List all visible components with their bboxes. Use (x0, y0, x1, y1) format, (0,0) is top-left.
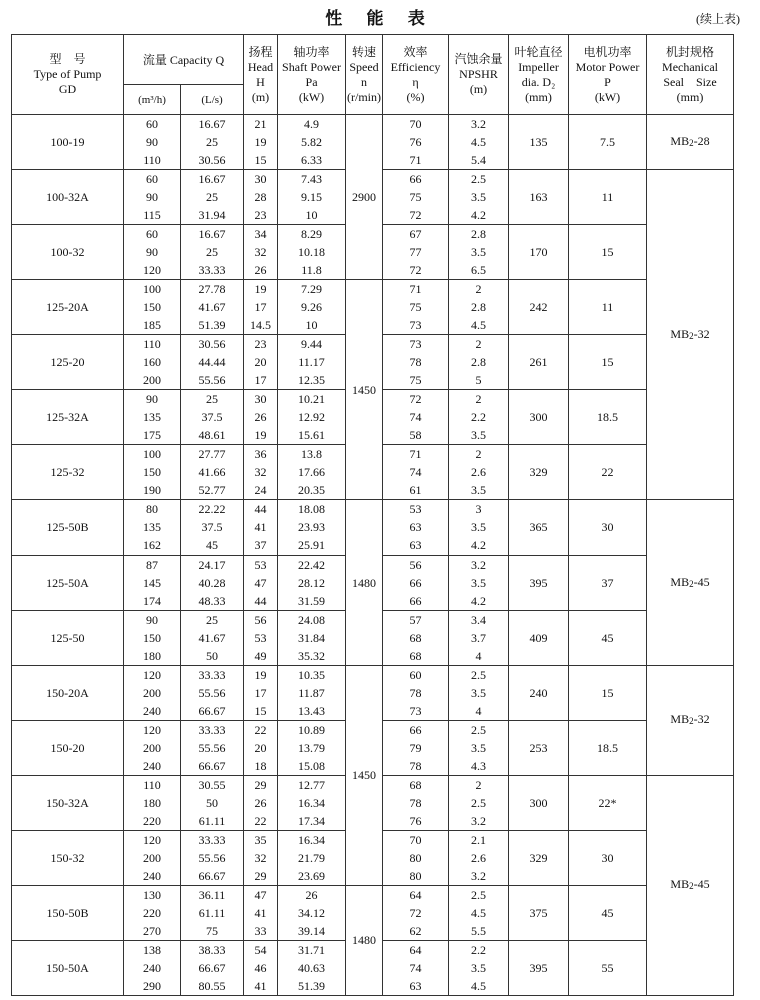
efficiency-cell: 60 78 73 (383, 665, 449, 720)
head-cell: 23 20 17 (244, 335, 278, 390)
shaft-power-cell: 12.77 16.34 17.34 (278, 775, 346, 830)
shaft-power-cell: 10.21 12.92 15.61 (278, 390, 346, 445)
efficiency-cell: 67 77 72 (383, 225, 449, 280)
motor-power-cell: 37 (569, 555, 647, 610)
continued-note: (续上表) (696, 12, 740, 26)
model-cell: 150-50A (12, 940, 124, 995)
header-speed: 转速 Speed n (r/min) (346, 35, 383, 115)
impeller-cell: 409 (509, 610, 569, 665)
table-row (12, 280, 734, 335)
head-cell: 34 32 26 (244, 225, 278, 280)
impeller-cell: 395 (509, 940, 569, 995)
table-row (12, 115, 734, 170)
motor-power-cell: 30 (569, 830, 647, 885)
npshr-cell: 3.4 3.7 4 (449, 610, 509, 665)
impeller-cell: 300 (509, 775, 569, 830)
header-efficiency: 效率 Efficiency η (%) (383, 35, 449, 115)
efficiency-cell: 71 74 61 (383, 445, 449, 500)
npshr-cell: 2.5 3.5 4.2 (449, 170, 509, 225)
capacity-m3h-cell: 90 150 180 (124, 610, 181, 665)
motor-power-cell: 11 (569, 170, 647, 225)
capacity-ls-cell: 27.78 41.67 51.39 (181, 280, 244, 335)
model-cell: 100-32A (12, 170, 124, 225)
model-cell: 125-50 (12, 610, 124, 665)
impeller-cell: 163 (509, 170, 569, 225)
efficiency-cell: 68 78 76 (383, 775, 449, 830)
efficiency-cell: 66 75 72 (383, 170, 449, 225)
head-cell: 22 20 18 (244, 720, 278, 775)
header-row (12, 35, 734, 85)
seal-size-cell: $MB_2-28$ (647, 115, 734, 170)
capacity-m3h-cell: 87 145 174 (124, 555, 181, 610)
speed-cell: 1450 (346, 280, 383, 500)
table-row (12, 500, 734, 555)
model-cell: 150-20A (12, 665, 124, 720)
table-row (12, 885, 734, 940)
npshr-cell: 2 2.8 5 (449, 335, 509, 390)
header-npshr: 汽蚀余量 NPSHR (m) (449, 35, 509, 115)
capacity-m3h-cell: 120 200 240 (124, 830, 181, 885)
npshr-cell: 2.1 2.6 3.2 (449, 830, 509, 885)
motor-power-cell: 18.5 (569, 390, 647, 445)
speed-cell: 1450 (346, 665, 383, 885)
capacity-m3h-cell: 60 90 115 (124, 170, 181, 225)
npshr-cell: 3 3.5 4.2 (449, 500, 509, 555)
efficiency-cell: 66 79 78 (383, 720, 449, 775)
head-cell: 35 32 29 (244, 830, 278, 885)
shaft-power-cell: 13.8 17.66 20.35 (278, 445, 346, 500)
motor-power-cell: 55 (569, 940, 647, 995)
capacity-m3h-cell: 138 240 290 (124, 940, 181, 995)
impeller-cell: 242 (509, 280, 569, 335)
motor-power-cell: 15 (569, 665, 647, 720)
impeller-cell: 329 (509, 445, 569, 500)
model-cell: 125-50B (12, 500, 124, 555)
speed-cell: 1480 (346, 500, 383, 665)
npshr-cell: 2.5 3.5 4.3 (449, 720, 509, 775)
motor-power-cell: 45 (569, 885, 647, 940)
impeller-cell: 300 (509, 390, 569, 445)
capacity-ls-cell: 22.22 37.5 45 (181, 500, 244, 555)
header-type: 型 号 Type of Pump GD (12, 35, 124, 115)
page-title: 性 能 表 (325, 9, 435, 28)
model-cell: 150-50B (12, 885, 124, 940)
header-impeller: 叶轮直径 Impeller dia. D₂ (mm) (509, 35, 569, 115)
impeller-cell: 329 (509, 830, 569, 885)
seal-size-cell: $MB_2-45$ (647, 500, 734, 665)
speed-cell: 1480 (346, 885, 383, 995)
head-cell: 21 19 15 (244, 115, 278, 170)
model-cell: 125-50A (12, 555, 124, 610)
motor-power-cell: 45 (569, 610, 647, 665)
head-cell: 30 26 19 (244, 390, 278, 445)
model-cell: 150-20 (12, 720, 124, 775)
model-cell: 125-32A (12, 390, 124, 445)
model-cell: 150-32A (12, 775, 124, 830)
shaft-power-cell: 31.71 40.63 51.39 (278, 940, 346, 995)
impeller-cell: 375 (509, 885, 569, 940)
head-cell: 30 28 23 (244, 170, 278, 225)
capacity-ls-cell: 30.55 50 61.11 (181, 775, 244, 830)
capacity-m3h-cell: 110 180 220 (124, 775, 181, 830)
capacity-m3h-cell: 120 200 240 (124, 720, 181, 775)
npshr-cell: 2 2.2 3.5 (449, 390, 509, 445)
npshr-cell: 2.2 3.5 4.5 (449, 940, 509, 995)
header-motor: 电机功率 Motor Power P (kW) (569, 35, 647, 115)
impeller-cell: 253 (509, 720, 569, 775)
table-body (12, 115, 734, 996)
header-head: 扬程 Head H (m) (244, 35, 278, 115)
capacity-ls-cell: 16.67 25 30.56 (181, 115, 244, 170)
capacity-ls-cell: 38.33 66.67 80.55 (181, 940, 244, 995)
model-cell: 150-32 (12, 830, 124, 885)
impeller-cell: 395 (509, 555, 569, 610)
capacity-m3h-cell: 60 90 120 (124, 225, 181, 280)
capacity-ls-cell: 16.67 25 31.94 (181, 170, 244, 225)
capacity-ls-cell: 33.33 55.56 66.67 (181, 830, 244, 885)
header-unit-m3h: (m³/h) (124, 85, 181, 115)
head-cell: 47 41 33 (244, 885, 278, 940)
shaft-power-cell: 7.43 9.15 10 (278, 170, 346, 225)
capacity-m3h-cell: 100 150 185 (124, 280, 181, 335)
capacity-m3h-cell: 110 160 200 (124, 335, 181, 390)
model-cell: 100-19 (12, 115, 124, 170)
shaft-power-cell: 10.89 13.79 15.08 (278, 720, 346, 775)
performance-table (11, 34, 734, 996)
motor-power-cell: 7.5 (569, 115, 647, 170)
efficiency-cell: 73 78 75 (383, 335, 449, 390)
capacity-ls-cell: 25 37.5 48.61 (181, 390, 244, 445)
head-cell: 54 46 41 (244, 940, 278, 995)
capacity-ls-cell: 27.77 41.66 52.77 (181, 445, 244, 500)
capacity-ls-cell: 25 41.67 50 (181, 610, 244, 665)
head-cell: 44 41 37 (244, 500, 278, 555)
motor-power-cell: 22 (569, 445, 647, 500)
npshr-cell: 2 2.8 4.5 (449, 280, 509, 335)
motor-power-cell: 15 (569, 225, 647, 280)
seal-size-cell: $MB_2-32$ (647, 665, 734, 775)
shaft-power-cell: 22.42 28.12 31.59 (278, 555, 346, 610)
shaft-power-cell: 18.08 23.93 25.91 (278, 500, 346, 555)
npshr-cell: 2.5 3.5 4 (449, 665, 509, 720)
speed-cell: 2900 (346, 115, 383, 280)
shaft-power-cell: 7.29 9.26 10 (278, 280, 346, 335)
efficiency-cell: 70 80 80 (383, 830, 449, 885)
efficiency-cell: 53 63 63 (383, 500, 449, 555)
impeller-cell: 261 (509, 335, 569, 390)
npshr-cell: 3.2 4.5 5.4 (449, 115, 509, 170)
head-cell: 36 32 24 (244, 445, 278, 500)
capacity-ls-cell: 30.56 44.44 55.56 (181, 335, 244, 390)
capacity-m3h-cell: 90 135 175 (124, 390, 181, 445)
efficiency-cell: 56 66 66 (383, 555, 449, 610)
npshr-cell: 2 2.5 3.2 (449, 775, 509, 830)
efficiency-cell: 64 74 63 (383, 940, 449, 995)
impeller-cell: 365 (509, 500, 569, 555)
capacity-ls-cell: 33.33 55.56 66.67 (181, 720, 244, 775)
head-cell: 29 26 22 (244, 775, 278, 830)
motor-power-cell: 15 (569, 335, 647, 390)
motor-power-cell: 18.5 (569, 720, 647, 775)
npshr-cell: 2.5 4.5 5.5 (449, 885, 509, 940)
npshr-cell: 2.8 3.5 6.5 (449, 225, 509, 280)
impeller-cell: 135 (509, 115, 569, 170)
header-shaft-power: 轴功率 Shaft Power Pa (kW) (278, 35, 346, 115)
npshr-cell: 3.2 3.5 4.2 (449, 555, 509, 610)
seal-size-cell: $MB_2-45$ (647, 775, 734, 995)
npshr-cell: 2 2.6 3.5 (449, 445, 509, 500)
model-cell: 125-32 (12, 445, 124, 500)
head-cell: 19 17 14.5 (244, 280, 278, 335)
head-cell: 53 47 44 (244, 555, 278, 610)
motor-power-cell: 11 (569, 280, 647, 335)
shaft-power-cell: 10.35 11.87 13.43 (278, 665, 346, 720)
shaft-power-cell: 26 34.12 39.14 (278, 885, 346, 940)
efficiency-cell: 70 76 71 (383, 115, 449, 170)
shaft-power-cell: 16.34 21.79 23.69 (278, 830, 346, 885)
efficiency-cell: 71 75 73 (383, 280, 449, 335)
shaft-power-cell: 8.29 10.18 11.8 (278, 225, 346, 280)
model-cell: 125-20 (12, 335, 124, 390)
header-unit-ls: (L/s) (181, 85, 244, 115)
capacity-m3h-cell: 130 220 270 (124, 885, 181, 940)
capacity-m3h-cell: 120 200 240 (124, 665, 181, 720)
capacity-m3h-cell: 80 135 162 (124, 500, 181, 555)
efficiency-cell: 64 72 62 (383, 885, 449, 940)
motor-power-cell: 30 (569, 500, 647, 555)
impeller-cell: 170 (509, 225, 569, 280)
seal-size-cell: $MB_2-32$ (647, 170, 734, 500)
head-cell: 19 17 15 (244, 665, 278, 720)
shaft-power-cell: 4.9 5.82 6.33 (278, 115, 346, 170)
capacity-ls-cell: 36.11 61.11 75 (181, 885, 244, 940)
header-seal: 机封规格 Mechanical Seal Size (mm) (647, 35, 734, 115)
header-capacity: 流量 Capacity Q (124, 35, 244, 85)
efficiency-cell: 57 68 68 (383, 610, 449, 665)
capacity-ls-cell: 33.33 55.56 66.67 (181, 665, 244, 720)
capacity-ls-cell: 24.17 40.28 48.33 (181, 555, 244, 610)
model-cell: 100-32 (12, 225, 124, 280)
shaft-power-cell: 24.08 31.84 35.32 (278, 610, 346, 665)
capacity-m3h-cell: 100 150 190 (124, 445, 181, 500)
shaft-power-cell: 9.44 11.17 12.35 (278, 335, 346, 390)
efficiency-cell: 72 74 58 (383, 390, 449, 445)
motor-power-cell: 22* (569, 775, 647, 830)
table-row (12, 665, 734, 720)
capacity-ls-cell: 16.67 25 33.33 (181, 225, 244, 280)
impeller-cell: 240 (509, 665, 569, 720)
model-cell: 125-20A (12, 280, 124, 335)
capacity-m3h-cell: 60 90 110 (124, 115, 181, 170)
head-cell: 56 53 49 (244, 610, 278, 665)
